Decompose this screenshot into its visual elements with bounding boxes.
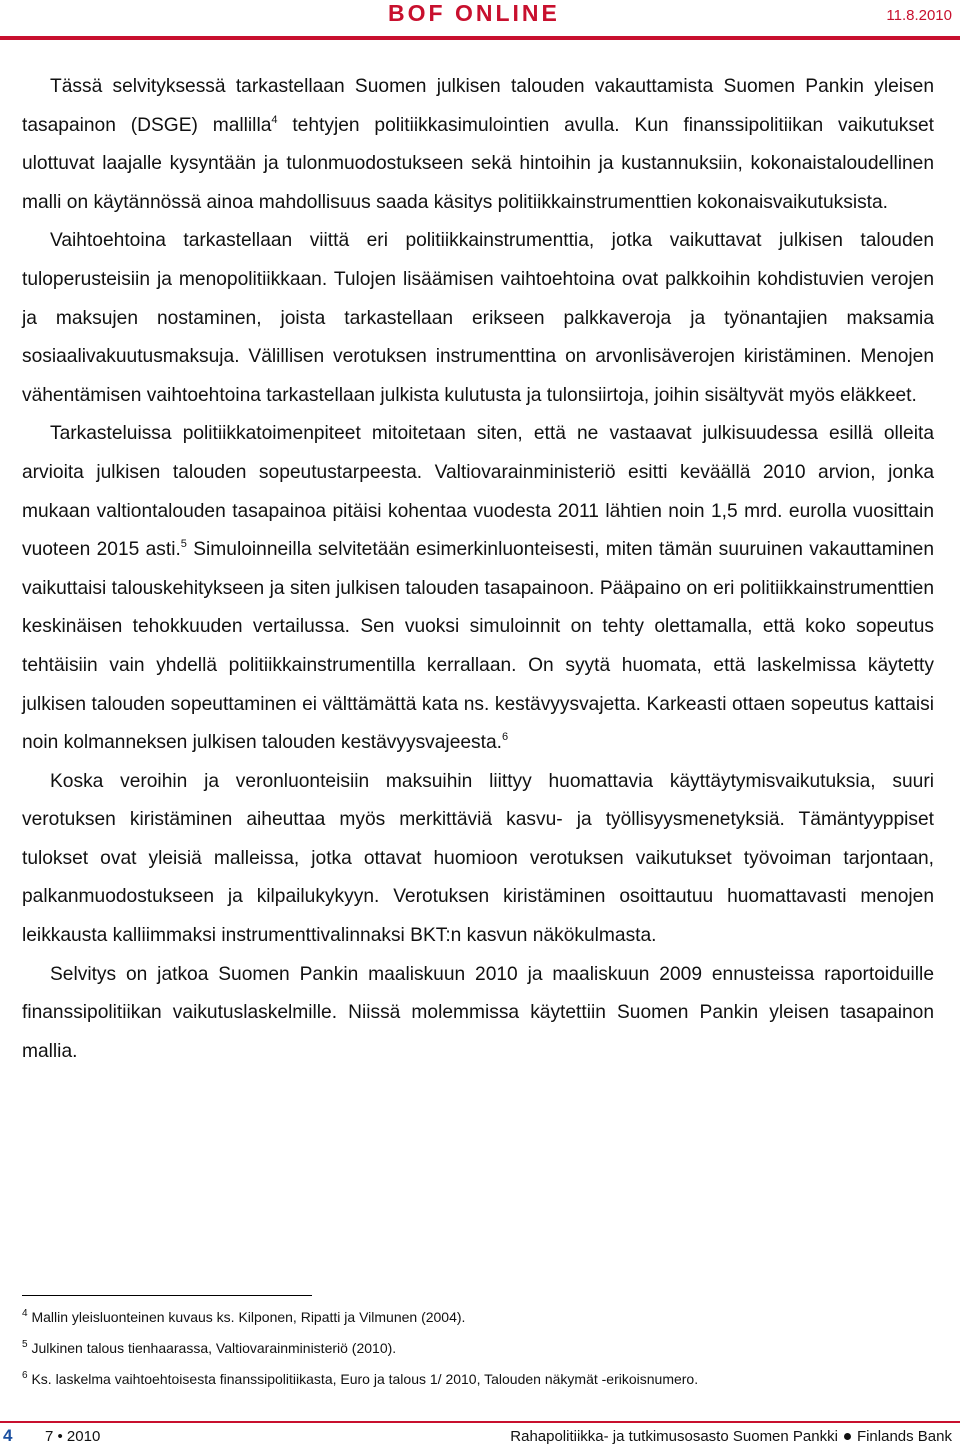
footnote-5: $^5$ Julkinen talous tienhaarassa, Valtiovarainministeriö (2010). [22, 1339, 397, 1356]
footnote-4: $^4$ Mallin yleisluonteinen kuvaus ks. Kilponen, Ripatti ja Vilmunen (2004). [22, 1308, 466, 1325]
footnote-6: $^6$ Ks. laskelma vaihtoehtoisesta finanssipolitiikasta, Euro ja talous 1/ 2010, Talouden näkymät -erikoisnumero. [22, 1370, 699, 1387]
paragraph-3: Tarkasteluissa politiikkatoimenpiteet mitoitetaan siten, että ne vastaavat julkisuudessa esillä olleita arvioita julkisen talouden sopeutustarpeesta. Valtiovarainministeriö esitti keväällä 2010 arvion, jonka mukaan valtiontalouden tasapainoa pitäisi kohentaa vuodesta 2011 lähtien noin 1,5 mrd. eurolla vuosittain vuoteen 2015 asti.$^5$ Simuloinneilla selvitetään esimerkinluonteisesti, miten tämän suuruinen vakauttaminen vaikuttaisi talouskehitykseen ja siten julkisen talouden tasapainoon. Pääpaino on eri politiikkainstrumenttien keskinäisen tehokkuuden vertailussa. Sen vuoksi simuloinnit on tehty olettamalla, että koko sopeutus tehtäisiin vain yhdellä politiikkainstrumentilla kerrallaan. On syytä huomata, että laskelmissa käytetty julkisen talouden sopeuttaminen ei välttämättä kata ns. kestävyysvajetta. Karkeasti ottaen sopeutus kattaisi noin kolmanneksen julkisen talouden kestävyysvajeesta.$^6$ [22, 423, 934, 754]
publication-title: BOF ONLINE [388, 0, 560, 26]
org-name-sv: Finlands Bank [856, 1428, 952, 1445]
page-header [0, 0, 960, 38]
footnote-ref-5[interactable]: 5 [180, 538, 187, 551]
footnote-separator [22, 1295, 312, 1296]
page-number: 4 [3, 1426, 13, 1445]
footer-rule [0, 1421, 960, 1423]
department-name: Rahapolitiikka- ja tutkimusosasto [510, 1428, 729, 1445]
org-name-fi: Suomen Pankki [732, 1428, 838, 1445]
paragraph-1: Tässä selvityksessä tarkastellaan Suomen julkisen talouden vakauttamista Suomen Pankin yleisen tasapainon (DSGE) mallilla$^4$ tehtyjen politiikkasimulointien avulla. Kun finanssipolitiikan vaikutukset ulottuvat laajalle kysyntään ja tulonmuodostukseen sekä hintoihin ja kustannuksiin, kokonaistaloudellinen malli on käytännössä ainoa mahdollisuus saada käsitys politiikkainstrumenttien kokonaisvaikutuksista. [22, 76, 934, 213]
article-body [22, 68, 934, 1071]
publication-date: 11.8.2010 [886, 7, 952, 24]
footer-organization [510, 1428, 952, 1445]
footnote-ref-6[interactable]: 6 [501, 731, 509, 744]
paragraph-5: Selvitys on jatkoa Suomen Pankin maaliskuun 2010 ja maaliskuun 2009 ennusteissa raportoiduille finanssipolitiikan vaikutuslaskelmille. Niissä molemmissa käytettiin Suomen Pankin yleisen tasapainon mallia. [22, 963, 934, 1062]
page-footer [0, 1425, 960, 1450]
paragraph-2: Vaihtoehtoina tarkastellaan viittä eri politiikkainstrumenttia, jotka vaikuttavat julkisen talouden tuloperusteisiin ja menopolitiikkaan. Tulojen lisäämisen vaihtoehtoina ovat palkkoihin kohdistuvien verojen ja maksujen nostaminen, joista tarkastellaan erikseen palkkaveroja ja työnantajien maksamia sosiaalivakuutusmaksuja. Välillisen verotuksen instrumenttina on arvonlisäverojen kiristäminen. Menojen vähentämisen vaihtoehtoina tarkastellaan julkista kulutusta ja tulonsiirtoja, joihin sisältyvät myös eläkkeet. [22, 230, 934, 406]
footnotes [22, 1302, 934, 1395]
footnote-ref-4[interactable]: 4 [271, 113, 278, 126]
issue-number: 7 • 2010 [45, 1428, 101, 1445]
bullet-icon [844, 1433, 851, 1440]
paragraph-4: Koska veroihin ja veronluonteisiin maksuihin liittyy huomattavia käyttäytymisvaikutuksia, suuri verotuksen kiristäminen aiheuttaa myös merkittäviä kasvu- ja työllisyysmenetyksiä. Tämäntyyppiset tulokset ovat yleisiä malleissa, jotka ottavat huomioon verotuksen vaikutukset työvoiman tarjontaan, palkanmuodostukseen ja kilpailukykyyn. Verotuksen kiristäminen osoittautuu huomattavasti menojen leikkausta kalliimmaksi instrumenttivalinnaksi BKT:n kasvun näkökulmasta. [22, 770, 934, 947]
header-rule [0, 36, 960, 40]
